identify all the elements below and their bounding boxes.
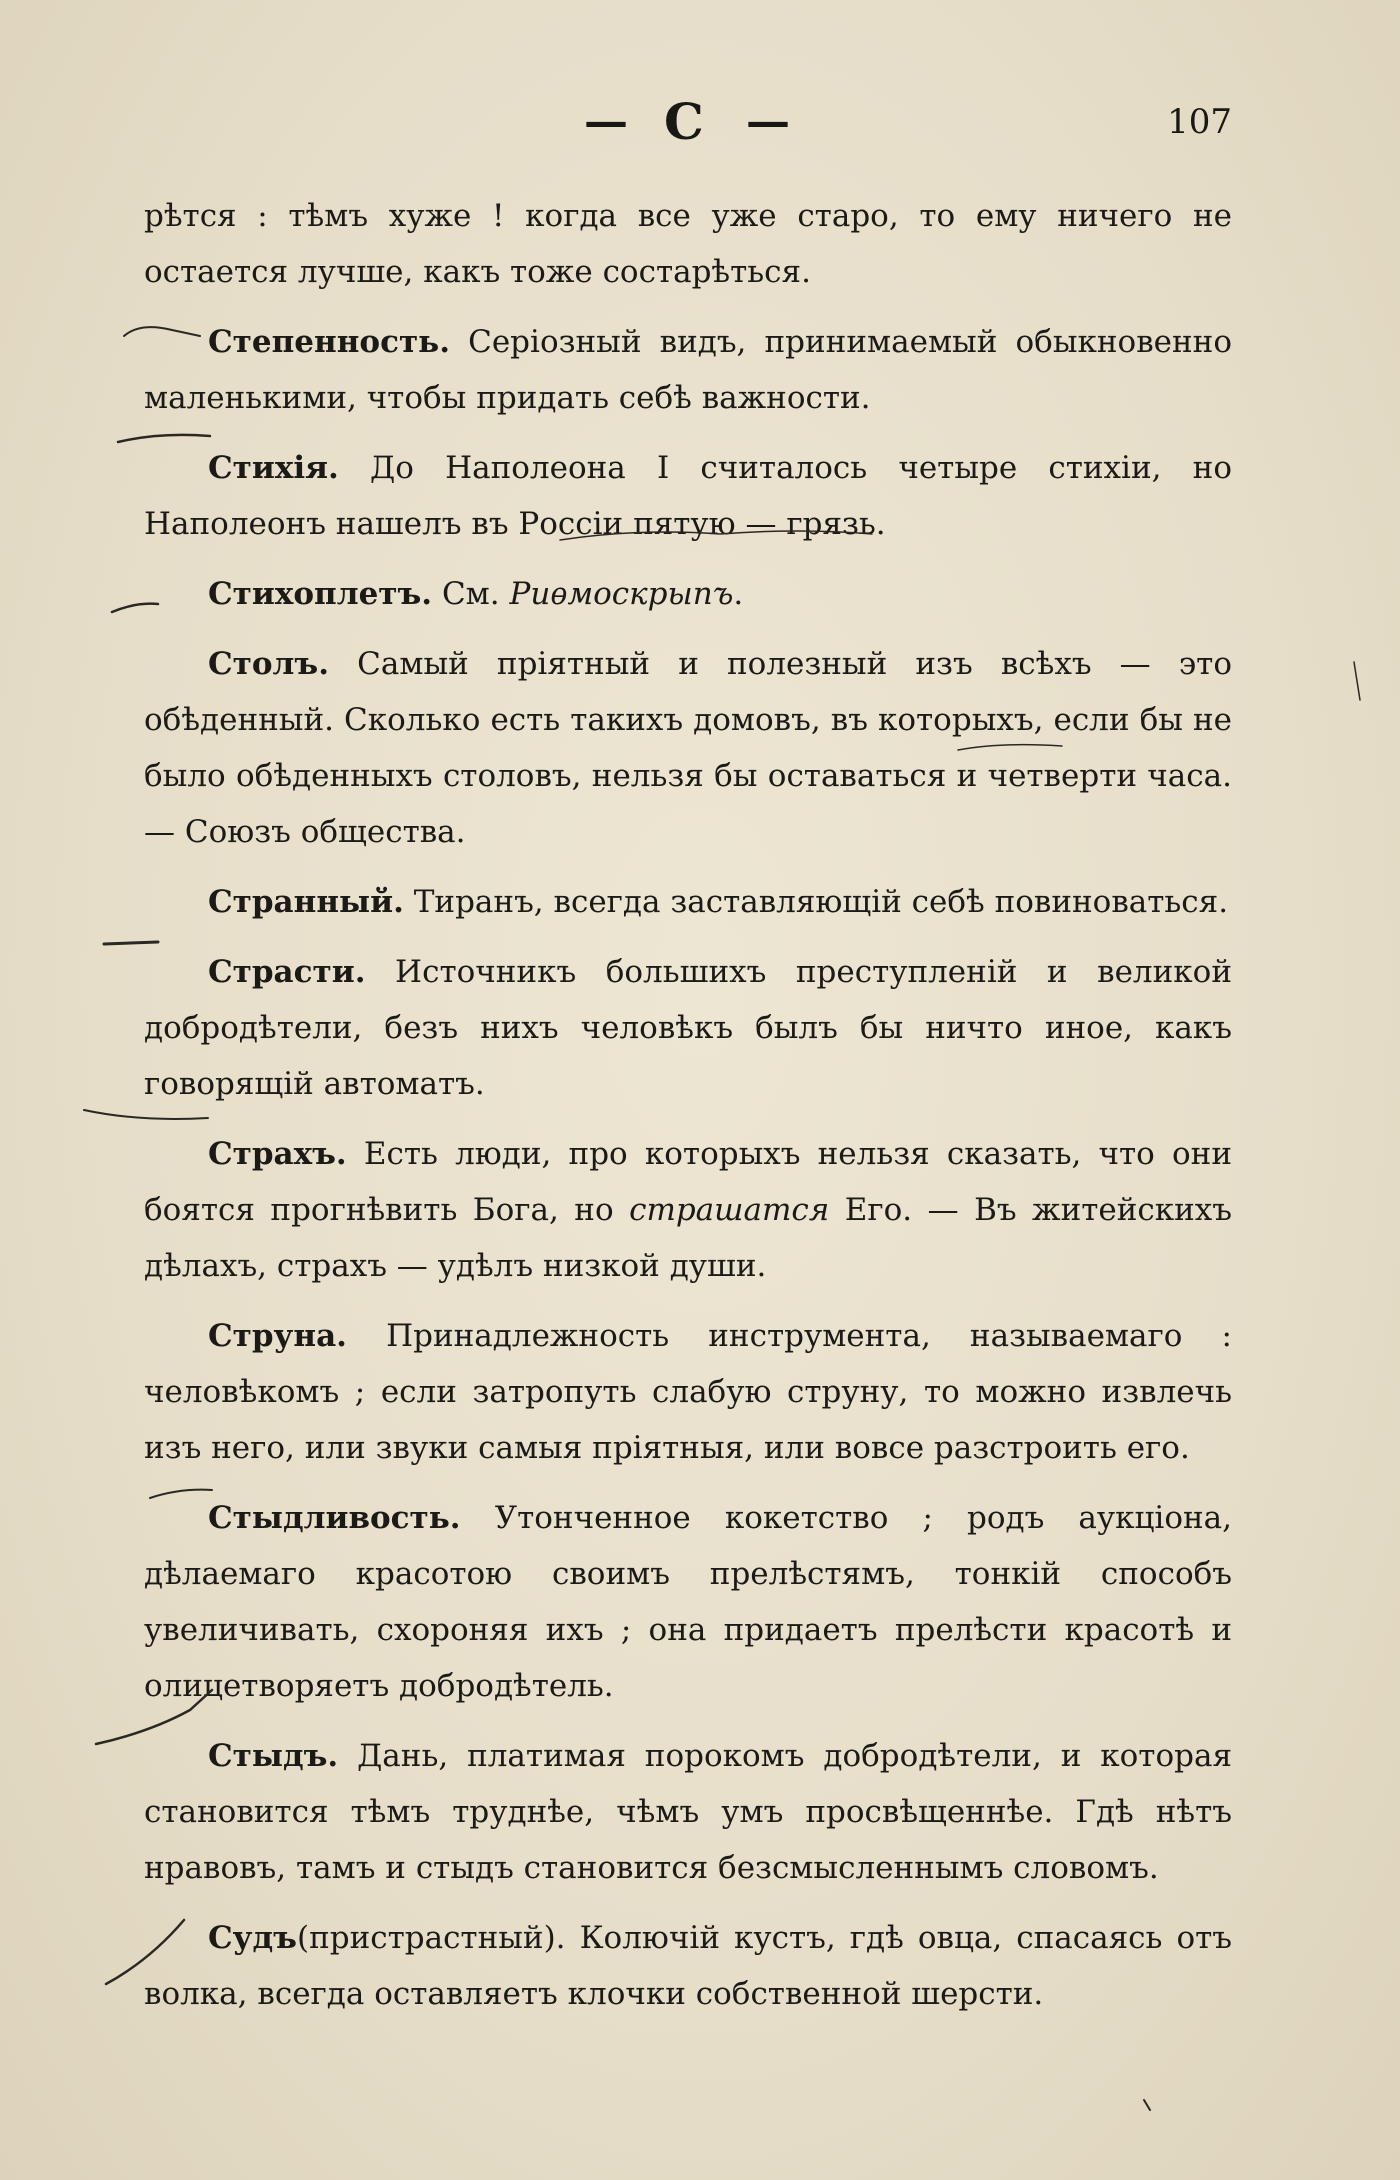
continuation-paragraph: рѣтся : тѣмъ хуже ! когда все уже старо, то ему ничего не остается лучше, какъ тоже состарѣться. xyxy=(144,198,1232,290)
entry-definition: (пристрастный). Колючій кустъ, гдѣ овца, спасаясь отъ волка, всегда оставляетъ клочки собственной шерсти. xyxy=(144,1920,1232,2012)
entry-term: Странный. xyxy=(208,884,404,920)
entry-tail: . xyxy=(733,576,744,612)
entry-definition: Тиранъ, всегда заставляющій себѣ повиноваться. xyxy=(403,884,1229,920)
entry-sud xyxy=(144,1910,1232,2022)
entry-styd xyxy=(144,1728,1232,1896)
entry-term: Стыдъ. xyxy=(208,1738,339,1774)
running-header xyxy=(140,92,1232,152)
entry-strannyi xyxy=(144,874,1232,930)
entry-definition: Серіозный видъ, принимаемый обыкновенно маленькими, чтобы придать себѣ важности. xyxy=(144,324,1232,416)
entry-strasti xyxy=(144,944,1232,1112)
page-number: 107 xyxy=(1167,102,1232,142)
entry-stikhiya xyxy=(144,440,1232,552)
page-body xyxy=(144,188,1232,2022)
header-dash-left: — xyxy=(584,96,628,147)
margin-mark xyxy=(1354,662,1360,700)
entry-term: Страхъ. xyxy=(208,1136,347,1172)
section-letter: С xyxy=(664,92,704,151)
margin-mark xyxy=(1144,2100,1150,2110)
entry-term: Стихоплетъ. xyxy=(208,576,433,612)
entry-definition: Самый пріятный и полезный изъ всѣхъ — это обѣденный. Сколько есть такихъ домовъ, въ которыхъ, если бы не было обѣденныхъ столовъ, нельзя бы оставаться и четверти часа. — Союзъ общества. xyxy=(144,646,1232,850)
entry-struna xyxy=(144,1308,1232,1476)
header-dash-right: — xyxy=(746,96,790,147)
entry-term: Стихія. xyxy=(208,450,339,486)
entry-definition: Утонченное кокетство ; родъ аукціона, дѣлаемаго красотою своимъ прелѣстямъ, тонкій способъ увеличивать, схороняя ихъ ; она придаетъ прелѣсти красотѣ и олицетворяетъ добродѣтель. xyxy=(144,1500,1232,1704)
entry-stepennost xyxy=(144,314,1232,426)
entry-definition: Дань, платимая порокомъ добродѣтели, и которая становится тѣмъ труднѣе, чѣмъ умъ просвѣщеннѣе. Гдѣ нѣтъ нравовъ, тамъ и стыдъ становится безсмысленнымъ словомъ. xyxy=(144,1738,1232,1886)
entry-strakh xyxy=(144,1126,1232,1294)
entry-definition: До Наполеона I считалось четыре стихіи, но Наполеонъ нашелъ въ Россіи пятую — грязь. xyxy=(144,450,1232,542)
entry-definition: Принадлежность инструмента, называемаго : человѣкомъ ; если затропуть слабую струну, то можно извлечь изъ него, или звуки самыя пріятныя, или вовсе разстроить его. xyxy=(144,1318,1232,1466)
entry-term: Судъ xyxy=(208,1920,297,1956)
entry-term: Степенность. xyxy=(208,324,450,360)
entry-definition: Есть люди, про которыхъ нельзя сказать, что они боятся прогнѣвить Бога, но xyxy=(144,1136,1232,1228)
entry-stol xyxy=(144,636,1232,860)
entry-definition: См. xyxy=(432,576,510,612)
entry-term: Столъ. xyxy=(208,646,329,682)
emphasized-word: страшатся xyxy=(629,1192,830,1228)
entry-definition: Источникъ большихъ преступленій и великой добродѣтели, безъ нихъ человѣкъ былъ бы ничто иное, какъ говорящій автоматъ. xyxy=(144,954,1232,1102)
entry-stydlivost xyxy=(144,1490,1232,1714)
cross-reference: Риѳмоскрыпъ xyxy=(509,576,734,612)
entry-term: Страсти. xyxy=(208,954,366,990)
entry-stikhoplet xyxy=(144,566,1232,622)
entry-tail: Его. — Въ житейскихъ дѣлахъ, страхъ — удѣлъ низкой души. xyxy=(144,1192,1232,1284)
entry-term: Стыдливость. xyxy=(208,1500,461,1536)
entry-term: Струна. xyxy=(208,1318,347,1354)
